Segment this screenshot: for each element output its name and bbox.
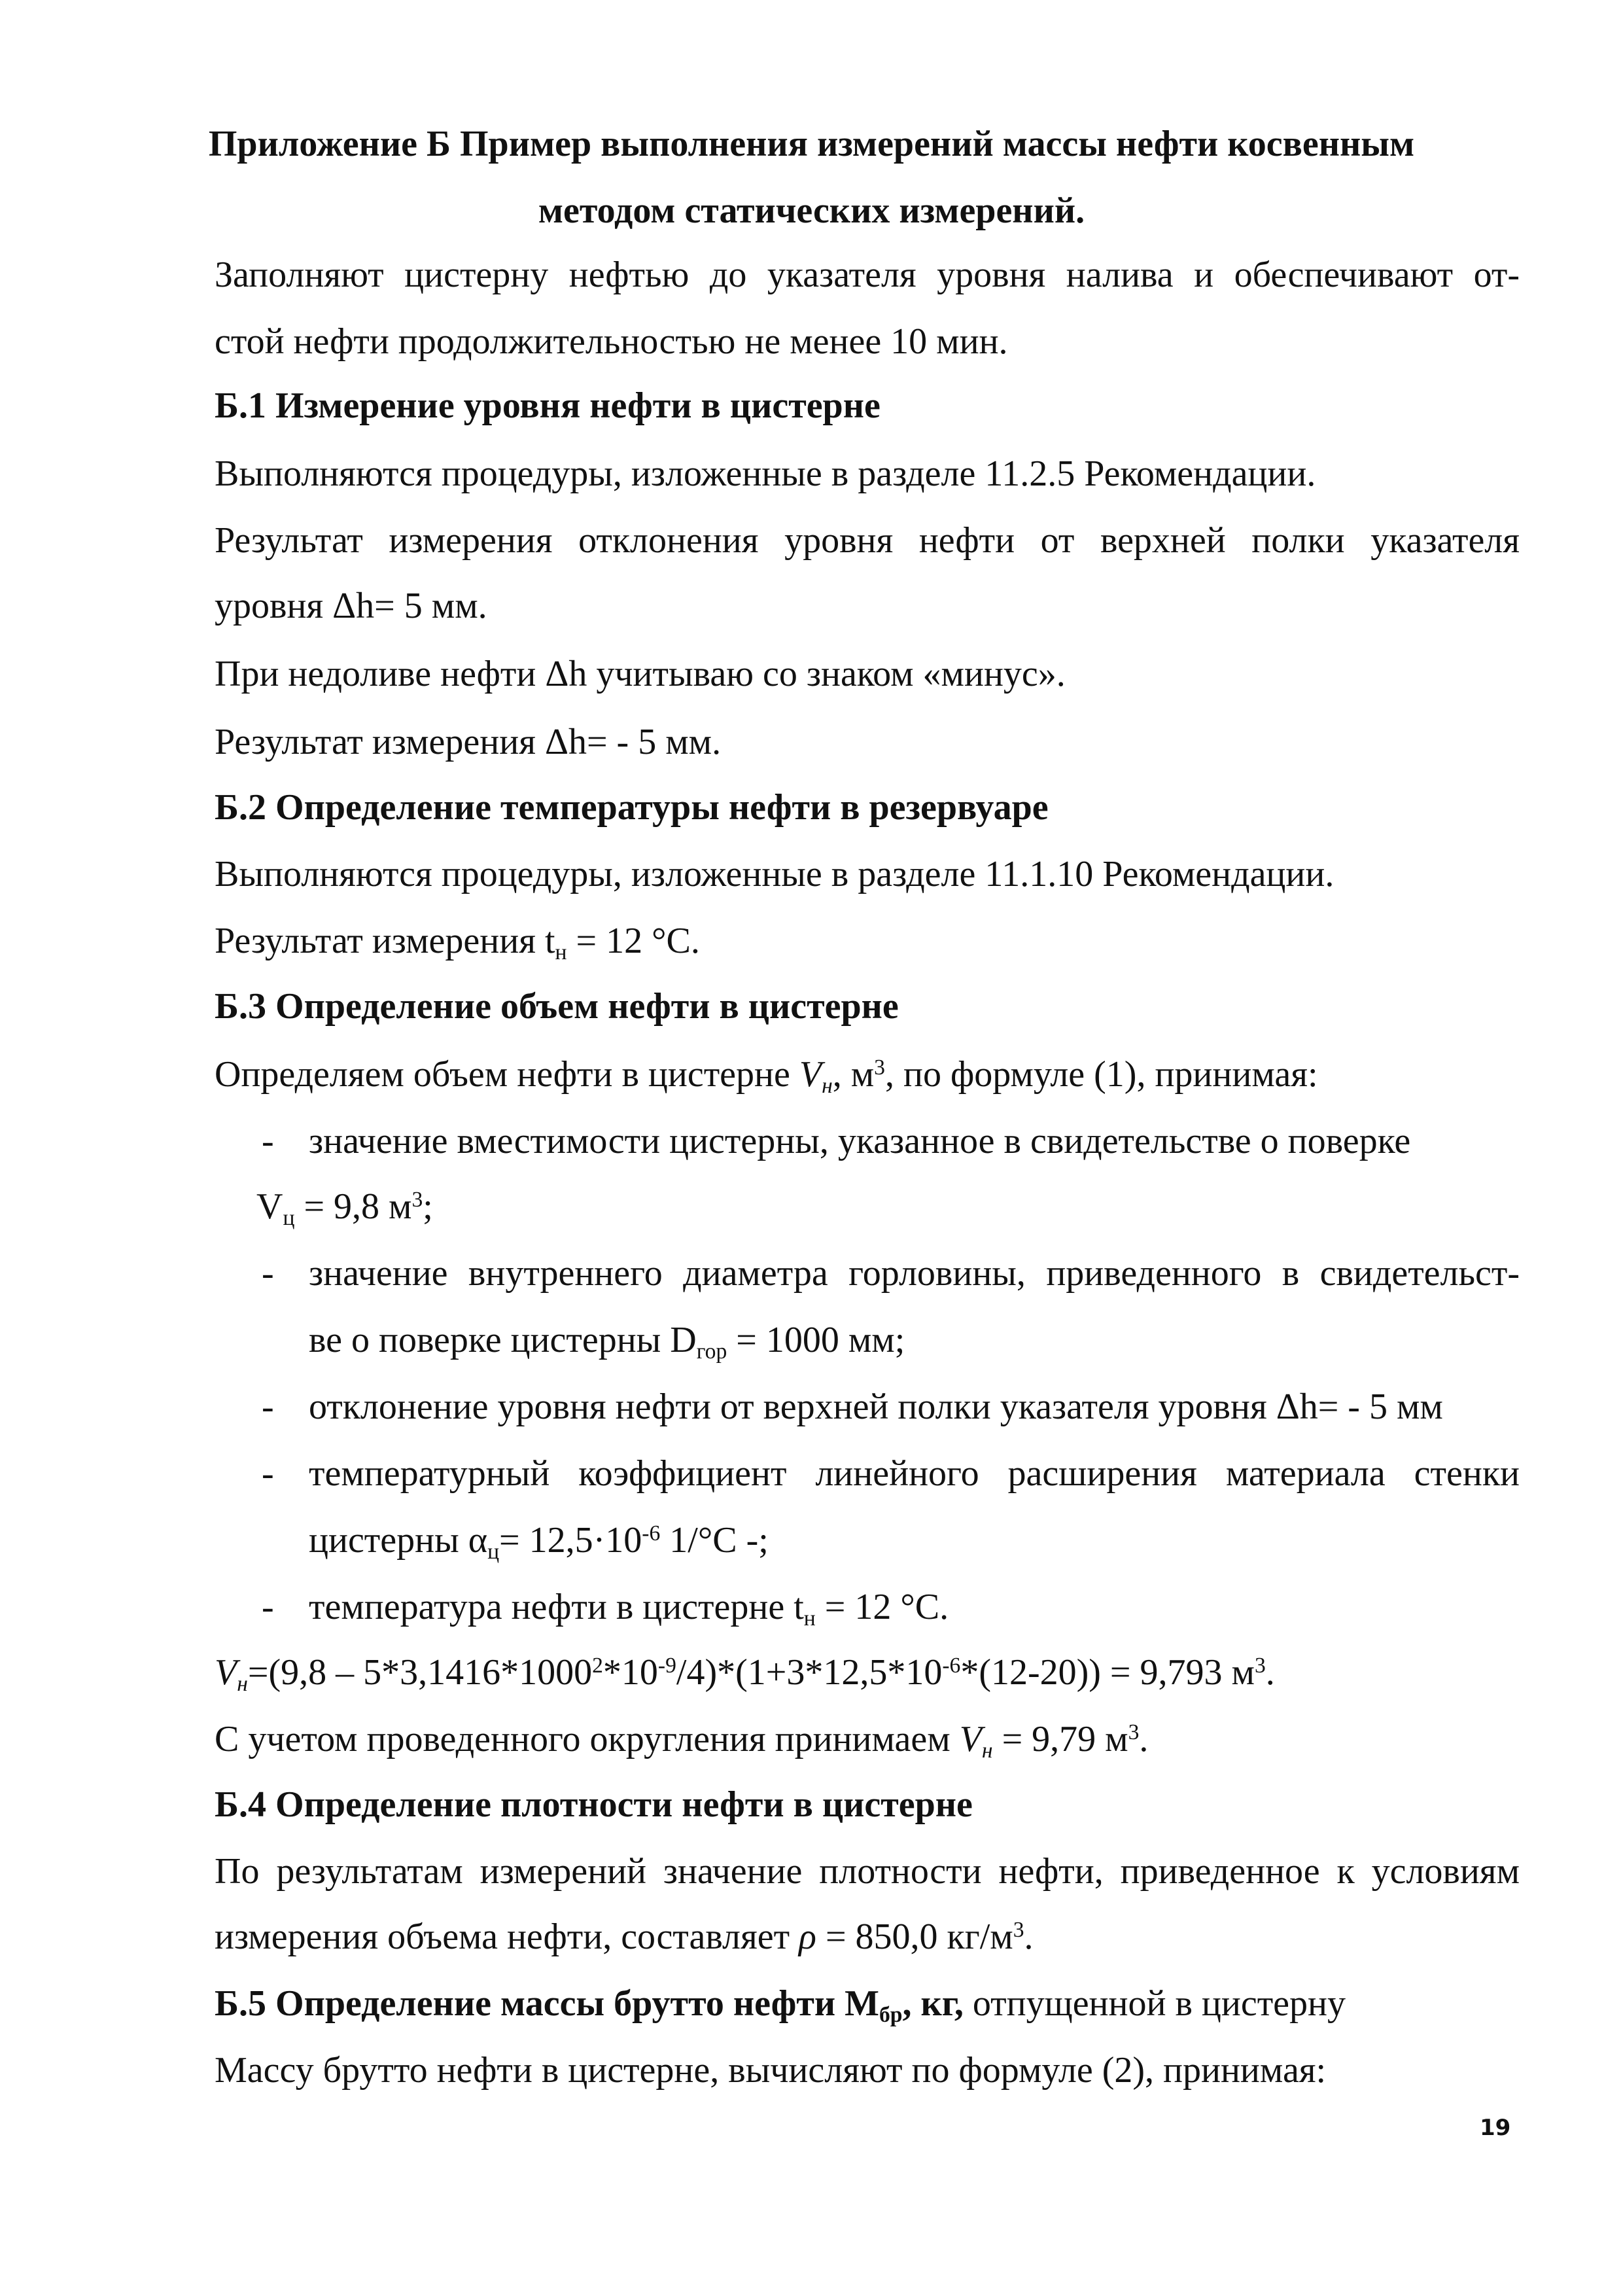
section-b4-p1: По результатам измерений значение плотности нефти, приведенное к условиям bbox=[215, 1851, 1520, 1892]
section-b3-intro: Определяем объем нефти в цистерне $V_н$, $м^3$, по формуле (1), принимая: bbox=[215, 1054, 1318, 1099]
section-b3-bullet2-cont: ве о поверке цистерны $D_{гор} = 1000$ мм; bbox=[309, 1320, 905, 1364]
section-b4-p2: измерения объема нефти, составляет ρ = 850,0 $кг/м^3$. bbox=[215, 1916, 1034, 1957]
section-b1-p2b: уровня Δh= 5 мм. bbox=[215, 586, 487, 626]
section-b1-p1: Выполняются процедуры, изложенные в разделе 11.2.5 Рекомендации. bbox=[215, 453, 1316, 494]
section-b2-title: Б.2 Определение температуры нефти в резервуаре bbox=[215, 787, 1049, 828]
appendix-heading-line1: Приложение Б Пример выполнения измерений массы нефти косвенным bbox=[208, 124, 1415, 164]
section-b3-bullet3: отклонение уровня нефти от верхней полки указателя уровня Δh= - 5 мм bbox=[309, 1386, 1443, 1427]
section-b1-p3: При недоливе нефти Δh учитываю со знаком «минус». bbox=[215, 654, 1066, 694]
section-b1-title: Б.1 Измерение уровня нефти в цистерне bbox=[215, 385, 881, 426]
section-b3-bullet1: значение вместимости цистерны, указанное в свидетельстве о поверке bbox=[309, 1121, 1411, 1161]
section-b2-p2: Результат измерения $t_н = 12$ °С. bbox=[215, 921, 700, 965]
intro-line2: стой нефти продолжительностью не менее 10 мин. bbox=[215, 321, 1008, 362]
bullet-dash: - bbox=[262, 1587, 274, 1627]
volume-formula: $V_н=(9,8 - 5*3,1416*1000^2*10^{-9}/4)*(1+3*12,5*10^{-6}*(12-20)) = 9,793$ $м^3$. bbox=[215, 1652, 1275, 1697]
intro-line1: Заполняют цистерну нефтью до указателя уровня налива и обеспечивают от- bbox=[215, 255, 1520, 295]
page-number: 19 bbox=[1480, 2115, 1511, 2141]
section-b4-title: Б.4 Определение плотности нефти в цистерне bbox=[215, 1784, 973, 1825]
bullet-dash: - bbox=[262, 1453, 274, 1494]
section-b3-title: Б.3 Определение объем нефти в цистерне bbox=[215, 986, 899, 1027]
section-b3-bullet1-cont: $V_ц = 9,8$ $м^3$; bbox=[256, 1186, 433, 1231]
bullet-dash: - bbox=[262, 1121, 274, 1161]
appendix-heading-line2: методом статических измерений. bbox=[538, 190, 1085, 231]
section-b3-bullet4-cont: цистерны $\alpha_ц= 12,5\cdot 10^{-6}$ 1/°С -; bbox=[309, 1520, 769, 1564]
section-b3-bullet5: температура нефти в цистерне $t_н = 12$ °С. bbox=[309, 1587, 949, 1631]
section-b2-p1: Выполняются процедуры, изложенные в разделе 11.1.10 Рекомендации. bbox=[215, 854, 1335, 894]
section-b3-bullet2: значение внутреннего диаметра горловины, приведенного в свидетельст- bbox=[309, 1253, 1520, 1294]
section-b1-p4: Результат измерения Δh= - 5 мм. bbox=[215, 722, 722, 762]
section-b3-bullet4: температурный коэффициент линейного расширения материала стенки bbox=[309, 1453, 1520, 1494]
section-b1-p2a: Результат измерения отклонения уровня нефти от верхней полки указателя bbox=[215, 520, 1520, 561]
section-b5-p1: Массу брутто нефти в цистерне, вычисляют по формуле (2), принимая: bbox=[215, 2050, 1327, 2091]
bullet-dash: - bbox=[262, 1386, 274, 1427]
bullet-dash: - bbox=[262, 1253, 274, 1294]
section-b5-title: Б.5 Определение массы брутто нефти $М_{бр}$, кг, отпущенной в цистерну bbox=[215, 1983, 1346, 2028]
volume-rounded: С учетом проведенного округления принимаем $V_н = 9,79$ $м^3$. bbox=[215, 1719, 1149, 1763]
